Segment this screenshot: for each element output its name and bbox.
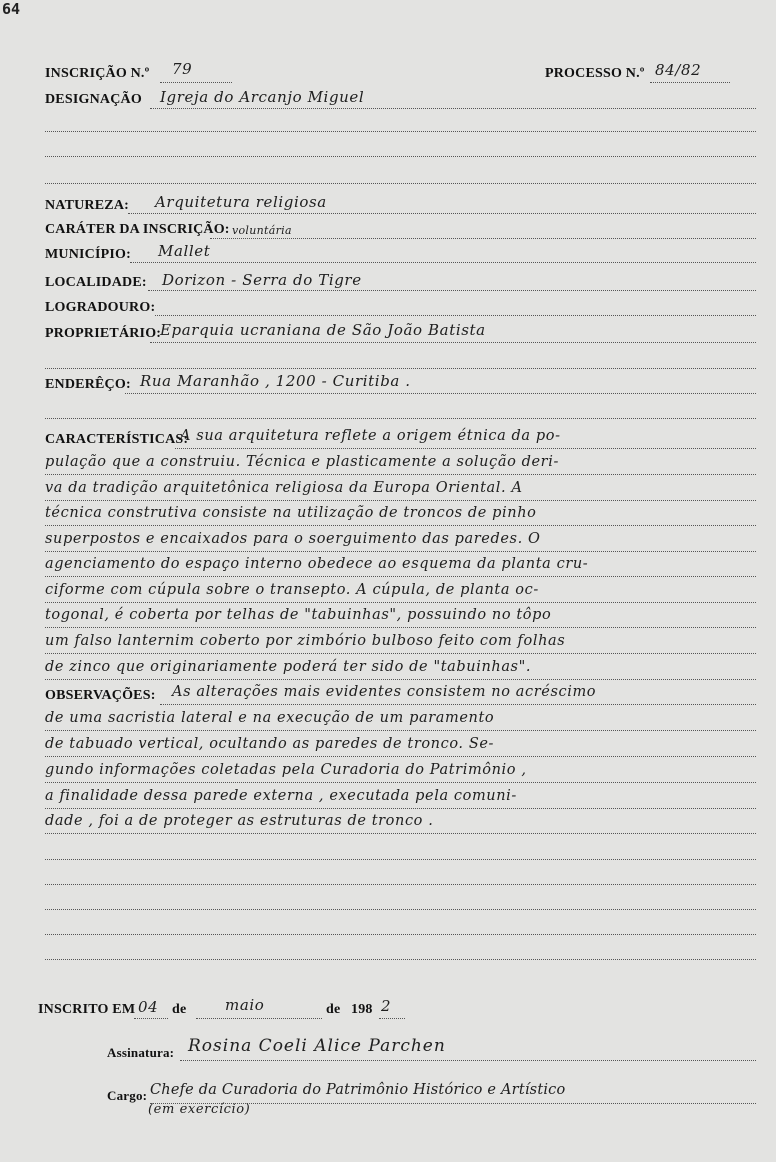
month-line [196, 1018, 322, 1019]
caracteristicas-line: A sua arquitetura reflete a origem étnica da po- [180, 428, 561, 444]
designacao-value: Igreja do Arcanjo Miguel [160, 88, 365, 106]
designacao-label: DESIGNAÇÃO [45, 92, 142, 107]
municipio-label: MUNICÍPIO: [45, 247, 131, 262]
observacoes-line: a finalidade dessa parede externa , executada pela comuni- [45, 788, 517, 804]
blank-line [45, 368, 756, 369]
blank-line [45, 934, 756, 935]
localidade-value: Dorizon - Serra do Tigre [162, 271, 362, 289]
localidade-line [148, 290, 756, 291]
caracteristicas-line: um falso lanternim coberto por zimbório bulboso feito com folhas [45, 633, 566, 649]
natureza-label: NATUREZA: [45, 198, 129, 213]
caracteristicas-line: ciforme com cúpula sobre o transepto. A cúpula, de planta oc- [45, 582, 539, 598]
logradouro-label: LOGRADOURO: [45, 300, 156, 315]
inscrito-day: 04 [138, 998, 159, 1016]
signature-line [180, 1060, 756, 1061]
observacoes-line: As alterações mais evidentes consistem no acréscimo [172, 684, 597, 700]
text-line [45, 525, 756, 526]
caracteristicas-line: técnica construtiva consiste na utilização de troncos de pinho [45, 505, 537, 521]
localidade-label: LOCALIDADE: [45, 275, 147, 290]
municipio-line [130, 262, 756, 263]
text-line [175, 448, 756, 449]
year-suffix: 2 [381, 997, 392, 1015]
endereco-label: ENDERÊÇO: [45, 377, 131, 392]
text-line [45, 782, 756, 783]
text-line [45, 602, 756, 603]
proprietario-value: Eparquia ucraniana de São João Batista [160, 321, 486, 339]
inscricao-line [160, 82, 232, 83]
blank-line [45, 183, 756, 184]
observacoes-line: de uma sacristia lateral e na execução de um paramento [45, 710, 495, 726]
natureza-value: Arquitetura religiosa [155, 193, 327, 211]
caracteristicas-line: va da tradição arquitetônica religiosa da Europa Oriental. A [45, 480, 523, 496]
processo-label: PROCESSO N.º [545, 66, 645, 81]
caracteristicas-label: CARACTERÍSTICAS: [45, 432, 189, 447]
designacao-line [150, 108, 756, 109]
blank-line [45, 859, 756, 860]
caracteristicas-line: superpostos e encaixados para o soerguimento das paredes. O [45, 531, 541, 547]
processo-value: 84/82 [655, 61, 702, 79]
caracteristicas-line: togonal, é coberta por telhas de "tabuinhas", possuindo no tôpo [45, 607, 552, 623]
endereco-line [125, 393, 756, 394]
text-line [45, 833, 756, 834]
caracteristicas-line: de zinco que originariamente poderá ter sido de "tabuinhas". [45, 659, 532, 675]
observacoes-label: OBSERVAÇÕES: [45, 688, 156, 703]
text-line [45, 474, 756, 475]
inscrito-month: maio [225, 996, 265, 1014]
caracteristicas-line: agenciamento do espaço interno obedece ao esquema da planta cru- [45, 556, 589, 572]
caracteristicas-line: pulação que a construiu. Técnica e plasticamente a solução deri- [45, 454, 559, 470]
blank-line [45, 909, 756, 910]
blank-line [45, 884, 756, 885]
de-label: de [172, 1002, 187, 1017]
blank-line [45, 418, 756, 419]
text-line [45, 730, 756, 731]
blank-line [45, 156, 756, 157]
text-line [45, 808, 756, 809]
carater-label: CARÁTER DA INSCRIÇÃO: [45, 222, 230, 237]
carater-line [210, 238, 756, 239]
cargo-value: Chefe da Curadoria do Patrimônio Histórico e Artístico [150, 1082, 566, 1098]
text-line [45, 679, 756, 680]
proprietario-label: PROPRIETÁRIO: [45, 326, 162, 341]
text-line [160, 704, 756, 705]
signature: Rosina Coeli Alice Parchen [188, 1036, 446, 1056]
year-line [379, 1018, 405, 1019]
inscricao-value: 79 [172, 60, 193, 78]
assinatura-label: Assinatura: [107, 1045, 175, 1060]
cargo-label: Cargo: [107, 1088, 148, 1103]
observacoes-line: de tabuado vertical, ocultando as paredes de tronco. Se- [45, 736, 495, 752]
text-line [45, 551, 756, 552]
text-line [45, 500, 756, 501]
text-line [45, 627, 756, 628]
page-number: 64 [2, 0, 21, 18]
text-line [45, 576, 756, 577]
de-label: de [326, 1002, 341, 1017]
inscricao-label: INSCRIÇÃO N.º [45, 66, 150, 81]
natureza-line [128, 213, 756, 214]
cargo-note: (em exercício) [148, 1102, 251, 1117]
text-line [45, 756, 756, 757]
municipio-value: Mallet [158, 242, 211, 260]
blank-line [45, 131, 756, 132]
text-line [45, 653, 756, 654]
processo-line [650, 82, 730, 83]
proprietario-line [150, 342, 756, 343]
endereco-value: Rua Maranhão , 1200 - Curitiba . [140, 372, 411, 390]
inscrito-label: INSCRITO EM [38, 1002, 136, 1017]
carater-value: voluntária [232, 224, 292, 237]
observacoes-line: dade , foi a de proteger as estruturas de tronco . [45, 813, 434, 829]
observacoes-line: gundo informações coletadas pela Curadoria do Patrimônio , [45, 762, 527, 778]
logradouro-line [155, 315, 756, 316]
year-prefix: 198 [351, 1002, 373, 1017]
day-line [134, 1018, 168, 1019]
blank-line [45, 959, 756, 960]
